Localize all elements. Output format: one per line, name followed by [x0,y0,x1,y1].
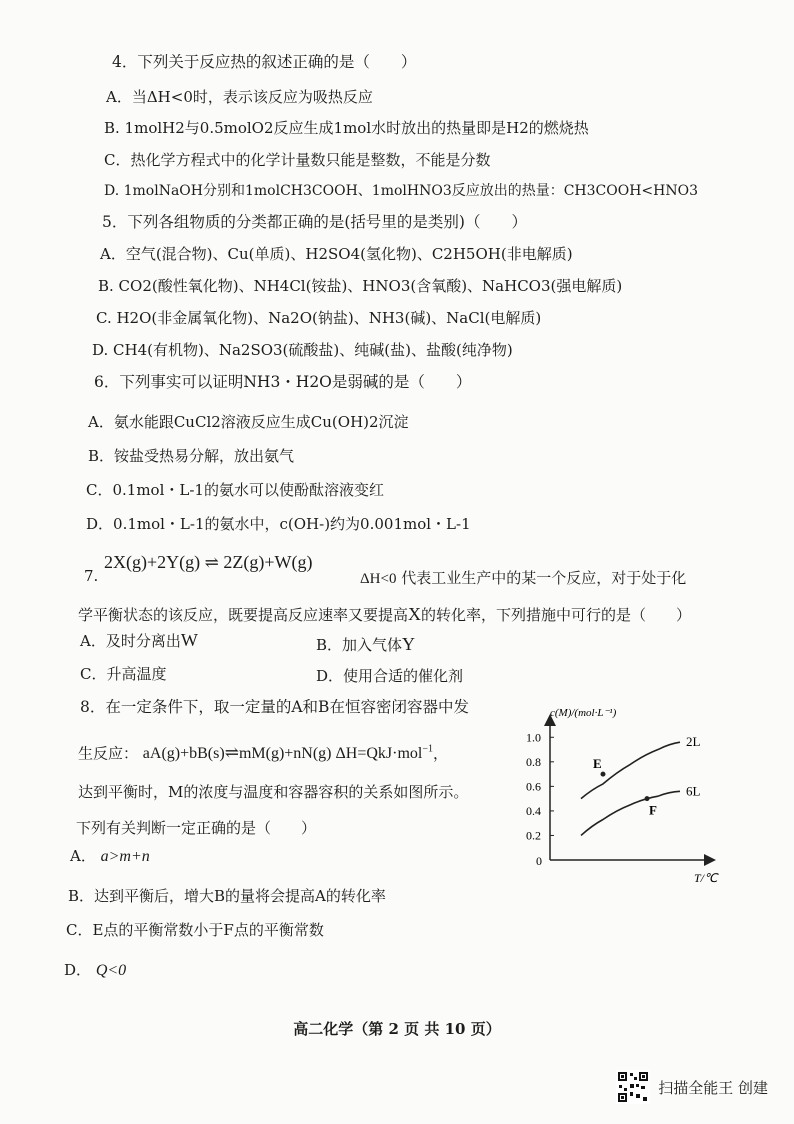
q4-option-d: D. 1molNaOH分别和1molCH3COOH、1molHNO3反应放出的热量：CH3COOH<HNO3 [104,183,699,199]
origin-label: 0 [536,854,542,868]
q7-delta-h: ΔH<0 [360,571,397,587]
q8-equation: aA(g)+bB(s)⇌mM(g)+nN(g) ΔH=QkJ·mol$^{-1}$ [142,743,434,763]
q7-stem-line1 [360,568,686,589]
q8-option-c: C．E点的平衡常数小于F点的平衡常数 [66,921,324,939]
x-axis-label: T/℃ [694,871,718,885]
q4-option-a: A．当ΔH<0时，表示该反应为吸热反应 [106,88,373,106]
q6-option-b: B．铵盐受热易分解，放出氨气 [88,447,295,465]
y-tick-label: 0.8 [526,754,541,769]
q7-eq-left: 2X(g)+2Y(g) [104,552,201,572]
point-F [645,796,650,801]
q5-option-a: A．空气(混合物)、Cu(单质)、H2SO4(氢化物)、C2H5OH(非电解质) [100,245,573,263]
q8-stem-line1: 8．在一定条件下，取一定量的A和B在恒容密闭容器中发 [80,698,469,716]
page-footer: 高二化学（第 2 页 共 10 页） [293,1020,501,1038]
q6-option-a: A．氨水能跟CuCl2溶液反应生成Cu(OH)2沉淀 [88,413,409,431]
q5-stem: 5．下列各组物质的分类都正确的是(括号里的是类别)（ ） [102,213,527,231]
q7-option-c: C．升高温度 [80,665,167,683]
q8-stem-line3: 达到平衡时，M的浓度与温度和容器容积的关系如图所示。 [78,783,469,801]
q7-equation [104,552,313,573]
point-E [601,772,606,777]
y-tick-label: 0.4 [526,803,541,818]
watermark-text: 扫描全能王 创建 [658,1078,768,1097]
q7-stem-tail: 代表工业生产中的某一个反应，对于处于化 [401,569,687,587]
y-axis-label: c(M)/(mol·L⁻¹) [550,707,617,719]
q7-eq-right: 2Z(g)+W(g) [223,552,313,572]
y-tick-label: 0.2 [526,828,541,843]
q7-option-a: A．及时分离出W [80,630,198,650]
q5-option-d: D. CH4(有机物)、Na2SO3(硫酸盐)、纯碱(盐)、盐酸(纯净物) [92,341,513,359]
series-label-2L: 2L [686,734,701,750]
series-label-6L: 6L [686,783,701,799]
point-label-F: F [649,802,657,818]
y-tick-label: 0.6 [526,779,541,794]
q6-stem: 6．下列事实可以证明NH3・H2O是弱碱的是（ ） [94,373,472,391]
q4-option-c: C．热化学方程式中的化学计量数只能是整数，不能是分数 [104,151,491,169]
q6-option-c: C．0.1mol・L-1的氨水可以使酚酞溶液变红 [86,481,384,499]
equilibrium-arrow-icon: ⇌ [224,743,239,763]
q8-option-a: A． a>m+n [70,847,150,865]
q7-number: 7. [84,567,99,585]
q8-option-b: B．达到平衡后，增大B的量将会提高A的转化率 [68,887,386,905]
q7-option-d: D．使用合适的催化剂 [316,667,464,685]
q8-option-d: D． Q<0 [64,961,127,979]
series-line-6L [581,791,680,835]
q8-stem-line2: 生反应： aA(g)+bB(s)⇌mM(g)+nN(g) ΔH=QkJ·mol$^{-1}$， [78,743,449,763]
q8-stem-line4: 下列有关判断一定正确的是（ ） [76,819,317,837]
q4-option-b: B. 1molH2与0.5molO2反应生成1mol水时放出的热量即是H2的燃烧热 [104,119,589,137]
q6-option-d: D．0.1mol・L-1的氨水中，c(OH-)约为0.001mol・L-1 [86,515,471,533]
q7-option-b: B．加入气体Y [316,634,416,654]
qr-code-icon [616,1070,650,1104]
scanner-watermark [616,1070,768,1104]
equilibrium-arrow-icon: ⇌ [204,553,219,572]
point-label-E: E [593,756,602,772]
concentration-temperature-chart [510,700,730,890]
q7-stem-line2: 学平衡状态的该反应，既要提高反应速率又要提高X的转化率，下列措施中可行的是（ ） [78,604,692,624]
q4-stem: 4．下列关于反应热的叙述正确的是（ ） [112,53,417,71]
q5-option-b: B. CO2(酸性氧化物)、NH4Cl(铵盐)、HNO3(含氧酸)、NaHCO3(强电解质) [98,277,623,295]
q5-option-c: C. H2O(非金属氧化物)、Na2O(钠盐)、NH3(碱)、NaCl(电解质) [96,309,542,327]
y-tick-label: 1.0 [526,730,541,745]
